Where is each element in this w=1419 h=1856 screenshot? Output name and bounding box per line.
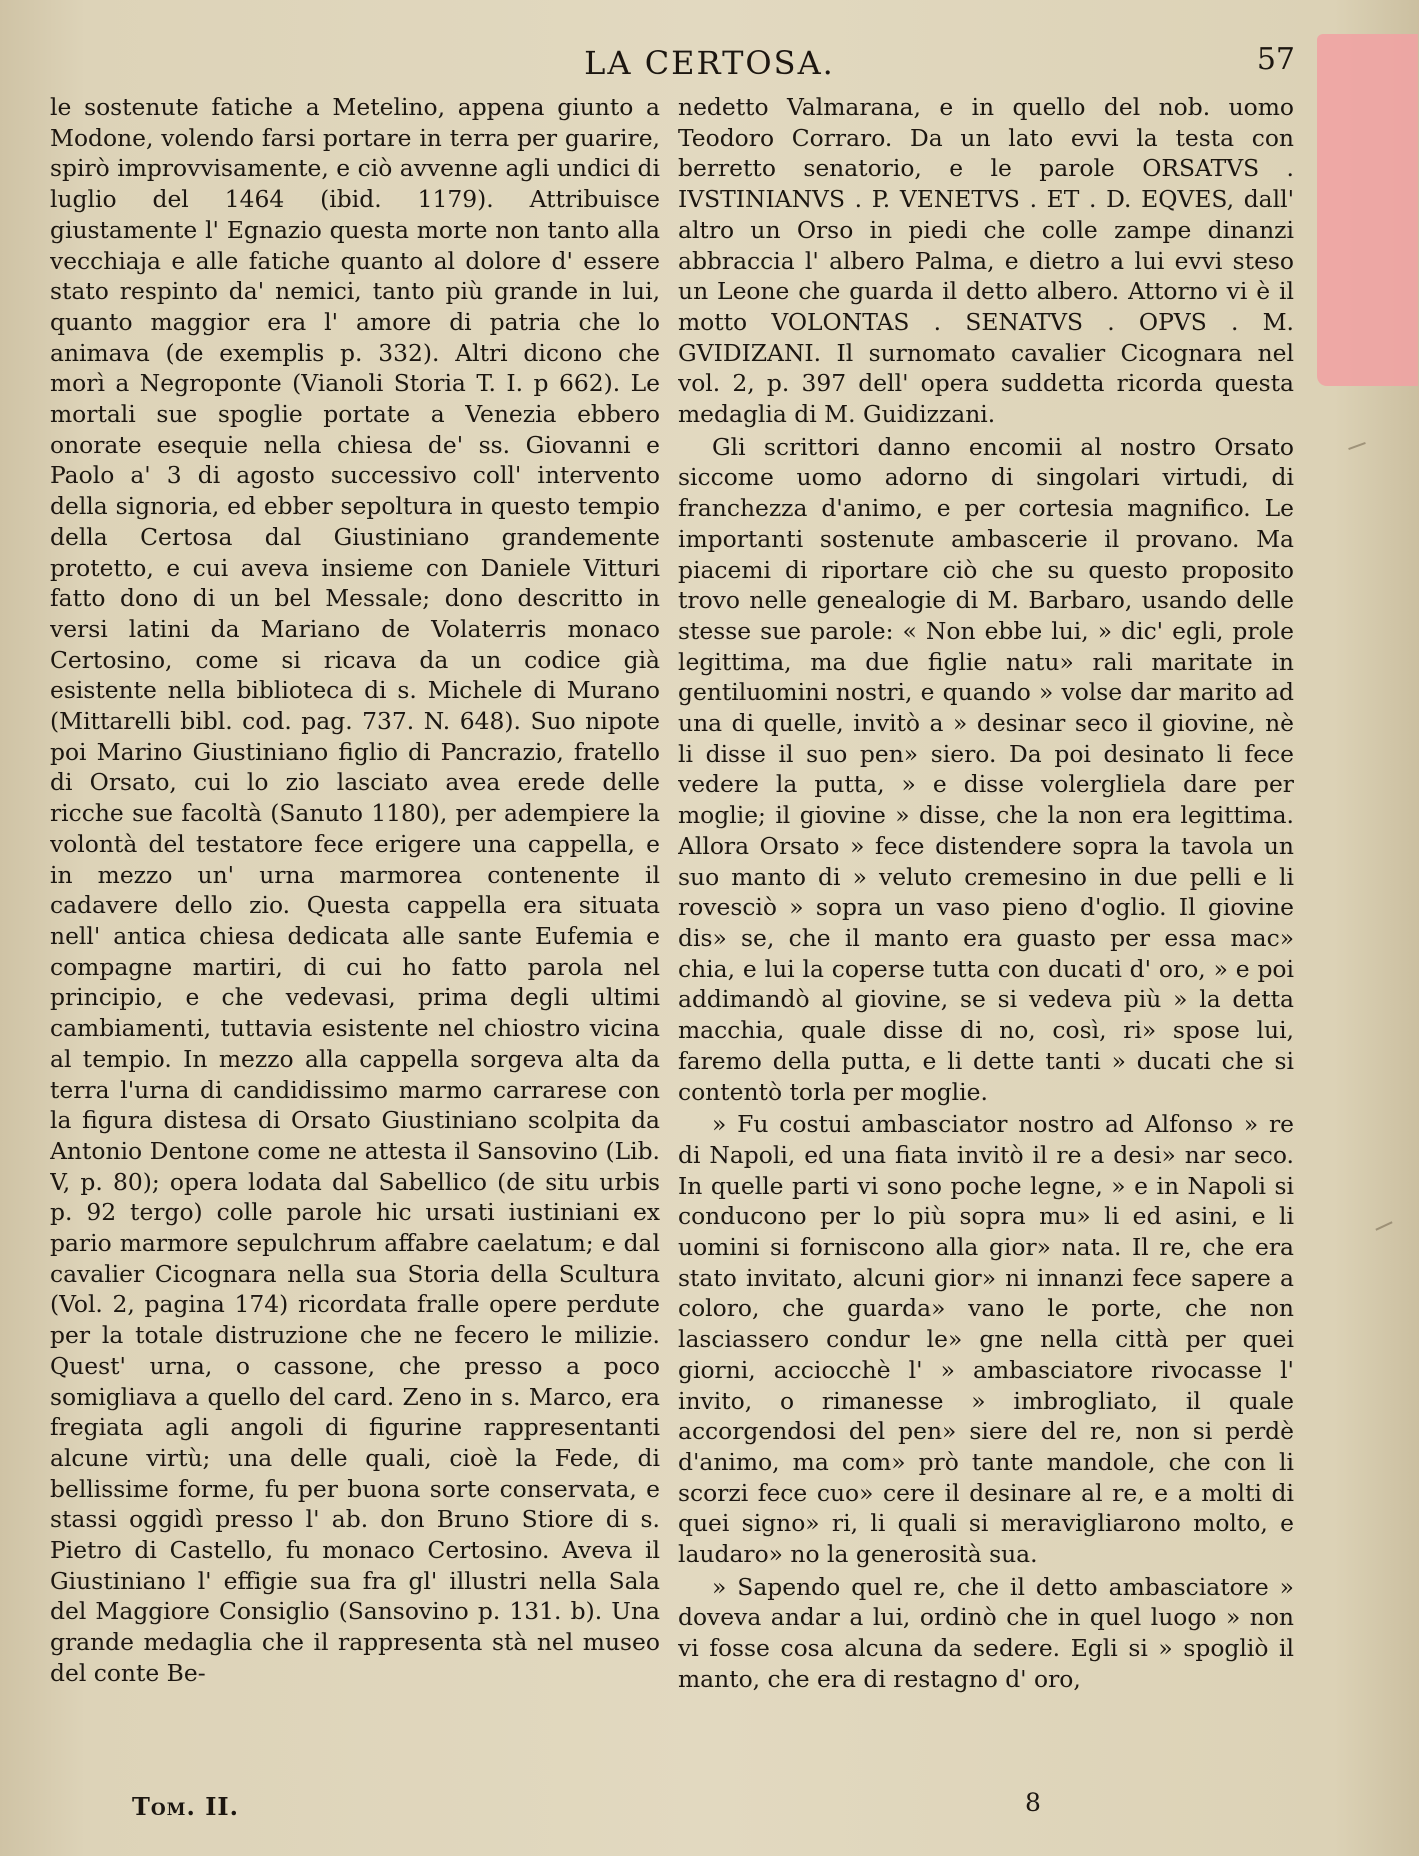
signature-mark: Tom. II. — [132, 1792, 240, 1821]
right-paragraph-1: nedetto Valmarana, e in quello del nob. uomo Teodoro Corraro. Da un lato evvi la testa con berretto senatorio, e le parole ORSATVS . IVSTINIANVS . P. VENETVS . ET . D. EQVES, dall' altro un Orso in piedi che colle zampe dinanzi abbraccia l' albero Palma, e dietro a lui evvi steso un Leone che guarda il detto albero. Attorno vi è il motto VOLONTAS . SENATVS . OPVS . M. GVIDIZANI. Il surnomato cavalier Cicognara nel vol. 2, p. 397 dell' opera suddetta ricorda questa medaglia di M. Guidizzani. — [678, 93, 1294, 429]
running-head: LA CERTOSA. — [584, 44, 835, 82]
sheet-number: 8 — [1025, 1788, 1041, 1817]
right-column — [678, 92, 1294, 1695]
page-header — [0, 40, 1419, 90]
margin-mark — [1348, 442, 1366, 450]
right-paragraph-4: » Sapendo quel re, che il detto ambasciatore » doveva andar a lui, ordinò che in quel luogo » non vi fosse cosa alcuna da sedere. Egli si » spogliò il manto, che era di restagno d' oro, — [678, 1572, 1294, 1693]
page-footer — [0, 1786, 1419, 1826]
right-paragraph-3: » Fu costui ambasciator nostro ad Alfonso » re di Napoli, ed una fiata invitò il re a desi» nar seco. In quelle parti vi sono poche legne, » e in Napoli si conducono per lo più sopra mu» li ed asini, e li uomini si forniscono alla gior» nata. Il re, che era stato invitato, alcuni gior» ni innanzi fece sapere a coloro, che guarda» vano le porte, che non lasciassero condur le» gne nella città per quei giorni, acciocchè l' » ambasciatore rivocasse l' invito, o rimanesse » imbrogliato, il quale accorgendosi del pen» siere del re, non si perdè d'animo, ma com» prò tante mandole, che con li scorzi fece cuo» cere il desinare al re, e a molti di quei signo» ri, li quali si meravigliarono molto, e laudaro» no la generosità sua. — [678, 1110, 1294, 1569]
page-number: 57 — [1256, 42, 1295, 77]
right-paragraph-2: Gli scrittori danno encomii al nostro Orsato siccome uomo adorno di singolari virtudi, di franchezza d'animo, e per cortesia magnifico. Le importanti sostenute ambascerie il provano. Ma piacemi di riportare ciò che su questo proposito trovo nelle genealogie di M. Barbaro, usando delle stesse sue parole: « Non ebbe lui, » dic' egli, prole legittima, ma due figlie natu» rali maritate in gentiluomini nostri, e quando » volse dar marito ad una di quelle, invitò a » desinar seco il giovine, nè li disse il suo pen» siero. Da poi desinato li fece vedere la putta, » e disse volergliela dare per moglie; il giovine » disse, che la non era legittima. Allora Orsato » fece distendere sopra la tavola un suo manto di » veluto cremesino in due pelli e li rovesciò » sopra un vaso pieno d'oglio. Il giovine dis» se, che il manto era guasto per essa mac» chia, e lui la coperse tutta con ducati d' oro, » e poi addimandò al giovine, se si vedeva più » la detta macchia, quale disse di no, così, ri» spose lui, faremo della putta, e li dette tanti » ducati che si contentò torla per moglie. — [678, 432, 1294, 1106]
margin-mark — [1375, 1221, 1392, 1230]
left-column — [50, 92, 660, 1689]
left-paragraph-1: le sostenute fatiche a Metelino, appena giunto a Modone, volendo farsi portare in terra per guarire, spirò improvvisamente, e ciò avvenne agli undici di luglio del 1464 (ibid. 1179). Attribuisce giustamente l' Egnazio questa morte non tanto alla vecchiaja e alle fatiche quanto al dolore d' essere stato respinto da' nemici, tanto più grande in lui, quanto maggior era l' amore di patria che lo animava (de exemplis p. 332). Altri dicono che morì a Negroponte (Vianoli Storia T. I. p 662). Le mortali sue spoglie portate a Venezia ebbero onorate esequie nella chiesa de' ss. Giovanni e Paolo a' 3 di agosto successivo coll' intervento della signoria, ed ebber sepoltura in questo tempio della Certosa dal Giustiniano grandemente protetto, e cui aveva insieme con Daniele Vitturi fatto dono di un bel Messale; dono descritto in versi latini da Mariano de Volaterris monaco Certosino, come si ricava da un codice già esistente nella biblioteca di s. Michele di Murano (Mittarelli bibl. cod. pag. 737. N. 648). Suo nipote poi Marino Giustiniano figlio di Pancrazio, fratello di Orsato, cui lo zio lasciato avea erede delle ricche sue facoltà (Sanuto 1180), per adempiere la volontà del testatore fece erigere una cappella, e in mezzo un' urna marmorea contenente il cadavere dello zio. Questa cappella era situata nell' antica chiesa dedicata alle sante Eufemia e compagne martiri, di cui ho fatto parola nel principio, e che vedevasi, prima degli ultimi cambiamenti, tuttavia esistente nel chiostro vicina al tempio. In mezzo alla cappella sorgeva alta da terra l'urna di candidissimo marmo carrarese con la figura distesa di Orsato Giustiniano scolpita da Antonio Dentone come ne attesta il Sansovino (Lib. V, p. 80); opera lodata dal Sabellico (de situ urbis p. 92 tergo) colle parole hic ursati iustiniani ex pario marmore sepulchrum affabre caelatum; e dal cavalier Cicognara nella sua Storia della Scultura (Vol. 2, pagina 174) ricordata fralle opere perdute per la totale distruzione che ne fecero le milizie. Quest' urna, o cassone, che presso a poco somigliava a quello del card. Zeno in s. Marco, era fregiata agli angoli di figurine rappresentanti alcune virtù; una delle quali, cioè la Fede, di bellissime forme, fu per buona sorte conservata, e stassi oggidì presso l' ab. don Bruno Stiore di s. Pietro di Castello, fu monaco Certosino. Aveva il Giustiniano l' effigie sua fra gl' illustri nella Sala del Maggiore Consiglio (Sansovino p. 131. b). Una grande medaglia che il rappresenta stà nel museo del conte Be- — [50, 93, 660, 1687]
